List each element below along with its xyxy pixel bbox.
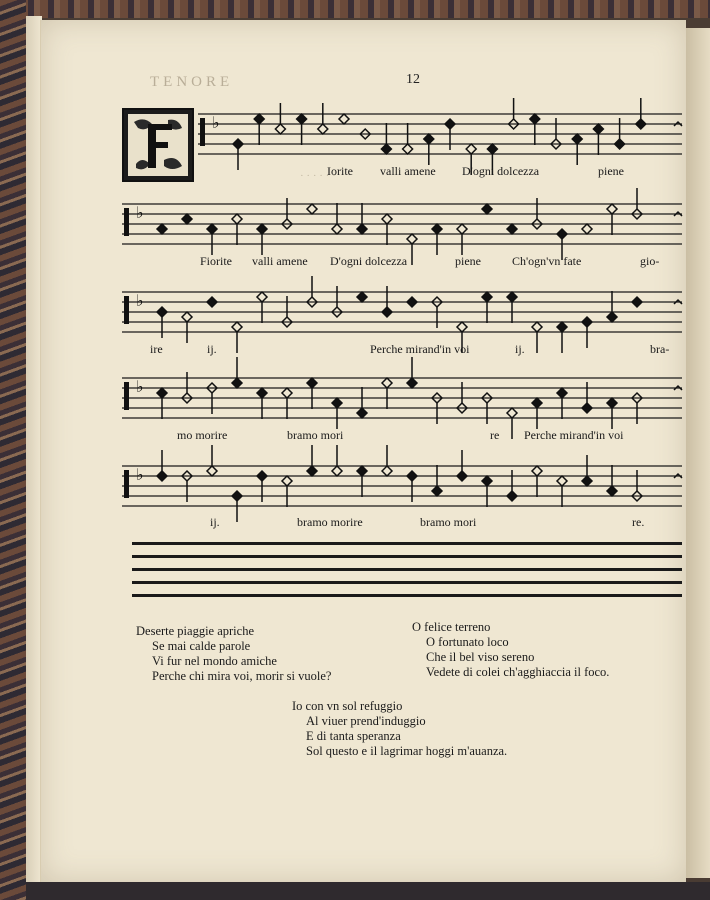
note-head (593, 124, 603, 134)
clef-icon (124, 470, 129, 498)
note-head (632, 297, 642, 307)
note-head (157, 224, 167, 234)
music-staff-1 (122, 106, 682, 162)
note-head (557, 229, 567, 239)
note-head (445, 119, 455, 129)
note-head (381, 144, 391, 154)
note-head (207, 466, 217, 476)
note-head (407, 234, 417, 244)
lyric-syllable: bra- (650, 342, 670, 356)
note-head (457, 471, 467, 481)
note-head (582, 403, 592, 413)
lyrics-line-5 (122, 515, 682, 533)
note-head (282, 476, 292, 486)
note-head (407, 378, 417, 388)
note-head (607, 486, 617, 496)
clef-icon (124, 382, 129, 410)
lyric-syllable: valli amene (252, 254, 308, 268)
cover-bottom-edge (26, 882, 710, 900)
note-head (557, 388, 567, 398)
lyric-syllable: ij. (210, 515, 220, 529)
note-head (582, 476, 592, 486)
poem-line: Deserte piaggie apriche (136, 624, 254, 638)
lyric-syllable: Ch'ogn'vn fate (512, 254, 582, 268)
note-head (482, 204, 492, 214)
note-head (466, 144, 476, 154)
note-head (157, 471, 167, 481)
staff-2-notation (122, 196, 682, 252)
music-staff-2 (122, 196, 682, 252)
note-head (318, 124, 328, 134)
note-head (157, 388, 167, 398)
lyric-syllable: bramo morire (297, 515, 363, 529)
flat-icon: ♭ (136, 291, 144, 310)
note-head (607, 312, 617, 322)
note-head (532, 466, 542, 476)
lyric-syllable: mo morire (177, 428, 228, 442)
note-head (207, 224, 217, 234)
lyric-syllable: ij. (515, 342, 525, 356)
note-head (339, 114, 349, 124)
note-head (307, 466, 317, 476)
note-head (254, 114, 264, 124)
note-head (233, 139, 243, 149)
lyric-syllable: Fiorite (200, 254, 232, 268)
lyric-syllable: piene (598, 164, 624, 178)
poem-stanza-2 (412, 620, 609, 680)
note-head (403, 144, 413, 154)
note-head (615, 139, 625, 149)
bleed-through-text: · · · · · · (300, 170, 336, 182)
staff-3-notation (122, 284, 682, 340)
note-head (636, 119, 646, 129)
poem-line: Vi fur nel mondo amiche (152, 654, 277, 668)
poem-line: Sol questo e il lagrimar hoggi m'auanza. (306, 744, 508, 758)
staff-1-notation (122, 106, 682, 162)
note-head (557, 322, 567, 332)
poem-stanza-3 (292, 699, 507, 759)
staff-4-notation (122, 370, 682, 426)
note-head (407, 297, 417, 307)
note-head (482, 476, 492, 486)
flat-icon: ♭ (136, 465, 144, 484)
empty-staff (132, 542, 682, 600)
poem-line: Vedete di colei ch'agghiaccia il foco. (426, 665, 610, 679)
flat-icon: ♭ (212, 113, 220, 132)
note-head (382, 466, 392, 476)
note-head (332, 398, 342, 408)
poem-line: E di tanta speranza (306, 729, 401, 743)
poem-line: Io con vn sol refuggio (292, 699, 403, 713)
lyric-syllable: bramo mori (287, 428, 344, 442)
lyric-syllable: Perche mirand'in voi (524, 428, 624, 442)
lyrics-line-1 (122, 164, 682, 182)
clef-icon (124, 208, 129, 236)
lyric-syllable: bramo mori (420, 515, 477, 529)
note-head (507, 224, 517, 234)
note-head (257, 292, 267, 302)
marbled-cover-top (0, 0, 710, 18)
note-head (557, 476, 567, 486)
poem-line: O felice terreno (412, 620, 491, 634)
music-staff-4 (122, 370, 682, 426)
lyric-syllable: gio- (640, 254, 660, 268)
poem-line: Perche chi mira voi, morir si vuole? (152, 669, 332, 683)
note-head (297, 114, 307, 124)
note-head (432, 486, 442, 496)
lyrics-line-2 (122, 254, 682, 272)
lyric-syllable: ij. (207, 342, 217, 356)
note-head (207, 297, 217, 307)
note-head (357, 224, 367, 234)
clef-icon (200, 118, 205, 146)
poem-line: Se mai calde parole (152, 639, 251, 653)
note-head (275, 124, 285, 134)
note-head (357, 292, 367, 302)
note-head (582, 317, 592, 327)
note-head (257, 471, 267, 481)
note-head (382, 214, 392, 224)
note-head (382, 307, 392, 317)
note-head (532, 398, 542, 408)
music-staff-3 (122, 284, 682, 340)
note-head (232, 214, 242, 224)
note-head (457, 224, 467, 234)
note-head (182, 214, 192, 224)
note-head (257, 224, 267, 234)
poem-line: Che il bel viso sereno (426, 650, 535, 664)
staff-5-notation (122, 458, 682, 514)
flat-icon: ♭ (136, 377, 144, 396)
note-head (530, 114, 540, 124)
note-head (487, 144, 497, 154)
note-head (232, 378, 242, 388)
note-head (157, 307, 167, 317)
lyric-syllable: re. (632, 515, 645, 529)
note-head (507, 491, 517, 501)
lyrics-line-4 (122, 428, 682, 446)
note-head (607, 204, 617, 214)
lyric-syllable: re (490, 428, 500, 442)
note-head (282, 388, 292, 398)
facing-leaf-edge (685, 28, 710, 878)
music-staff-5 (122, 458, 682, 514)
note-head (332, 466, 342, 476)
note-head (507, 408, 517, 418)
note-head (232, 322, 242, 332)
lyric-syllable: Perche mirand'in voi (370, 342, 470, 356)
poem-stanza-1 (136, 624, 331, 684)
note-head (482, 292, 492, 302)
voice-part-heading: TENORE (150, 74, 234, 90)
poem-line: Al viuer prend'induggio (306, 714, 426, 728)
lyric-syllable: piene (455, 254, 481, 268)
note-head (357, 408, 367, 418)
note-head (424, 134, 434, 144)
lyric-syllable: valli amene (380, 164, 436, 178)
note-head (307, 204, 317, 214)
note-head (307, 378, 317, 388)
note-head (432, 224, 442, 234)
lyrics-line-3 (122, 342, 682, 360)
lyric-syllable: D'ogni dolcezza (330, 254, 408, 268)
note-head (257, 388, 267, 398)
flat-icon: ♭ (136, 203, 144, 222)
note-head (407, 471, 417, 481)
lyric-syllable: Iorite (327, 164, 353, 178)
lyric-syllable: ire (150, 342, 163, 356)
lyric-syllable: D'ogni dolcezza (462, 164, 540, 178)
note-head (607, 398, 617, 408)
note-head (532, 322, 542, 332)
note-head (357, 466, 367, 476)
note-head (457, 322, 467, 332)
note-head (382, 378, 392, 388)
note-head (182, 312, 192, 322)
note-head (332, 224, 342, 234)
poem-line: O fortunato loco (426, 635, 509, 649)
page-number: 12 (406, 72, 420, 87)
note-head (582, 224, 592, 234)
clef-icon (124, 296, 129, 324)
note-head (572, 134, 582, 144)
note-head (232, 491, 242, 501)
marbled-cover-edge (0, 0, 26, 900)
note-head (507, 292, 517, 302)
